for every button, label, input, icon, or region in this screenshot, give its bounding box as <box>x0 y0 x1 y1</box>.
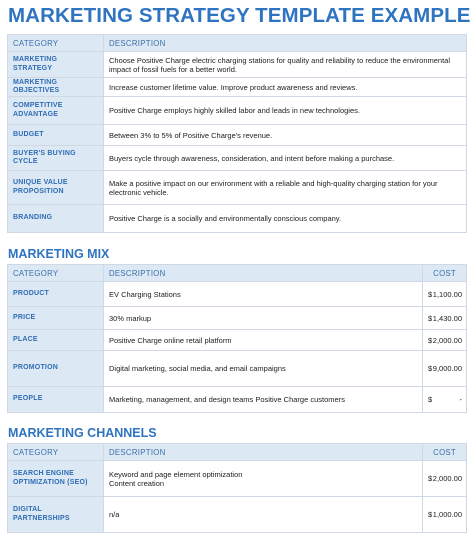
category-cell: BRANDING <box>8 205 104 233</box>
category-cell: BUDGET <box>8 125 104 146</box>
cost-amount: 9,000.00 <box>432 364 462 373</box>
marketing-channels-table <box>7 443 467 533</box>
description-header: DESCRIPTION <box>104 35 467 52</box>
currency-symbol: $ <box>428 395 433 404</box>
category-cell: UNIQUE VALUE PROPOSITION <box>8 171 104 205</box>
category-header: CATEGORY <box>8 444 104 461</box>
description-cell: Buyers cycle through awareness, consideration, and intent before making a purchase. <box>104 146 467 171</box>
category-cell: PROMOTION <box>8 351 104 387</box>
cost-cell <box>423 351 467 387</box>
description-cell: Marketing, management, and design teams Positive Charge customers <box>104 387 423 413</box>
table-row <box>8 205 467 233</box>
page-title: MARKETING STRATEGY TEMPLATE EXAMPLE <box>8 4 471 27</box>
cost-amount: 1,100.00 <box>432 289 462 299</box>
category-header: CATEGORY <box>8 265 104 282</box>
description-cell: Choose Positive Charge electric charging stations for quality and reliability to reduce the environmental impact of fossil fuels for a better world. <box>104 52 467 78</box>
currency-symbol: $ <box>428 364 433 373</box>
cost-amount: - <box>459 395 462 404</box>
cost-cell <box>423 282 467 307</box>
marketing-channels-title: MARKETING CHANNELS <box>8 426 157 440</box>
cost-cell <box>423 330 467 351</box>
category-cell: COMPETITIVE ADVANTAGE <box>8 97 104 125</box>
category-cell: PEOPLE <box>8 387 104 413</box>
category-cell: PLACE <box>8 330 104 351</box>
cost-cell <box>423 387 467 413</box>
description-cell: Between 3% to 5% of Positive Charge's revenue. <box>104 125 467 146</box>
currency-symbol: $ <box>428 335 433 345</box>
table-row <box>8 461 467 497</box>
strategy-table <box>7 34 467 233</box>
marketing-mix-table <box>7 264 467 413</box>
cost-amount: 1,000.00 <box>432 510 462 519</box>
description-cell: Increase customer lifetime value. Improve product awareness and reviews. <box>104 78 467 97</box>
table-row <box>8 351 467 387</box>
category-cell: PRODUCT <box>8 282 104 307</box>
cost-amount: 2,000.00 <box>432 474 462 483</box>
cost-amount: 2,000.00 <box>432 335 462 345</box>
description-cell: Make a positive impact on our environment with a reliable and high-quality charging station for your electronic vehicle. <box>104 171 467 205</box>
description-cell: Positive Charge employs highly skilled labor and leads in new technologies. <box>104 97 467 125</box>
currency-symbol: $ <box>428 510 433 519</box>
currency-symbol: $ <box>428 474 433 483</box>
description-cell: Positive Charge online retail platform <box>104 330 423 351</box>
cost-cell <box>423 497 467 533</box>
description-cell <box>104 461 423 497</box>
category-header: CATEGORY <box>8 35 104 52</box>
table-row <box>8 146 467 171</box>
description-cell: Digital marketing, social media, and email campaigns <box>104 351 423 387</box>
category-cell: PRICE <box>8 307 104 330</box>
category-cell: MARKETING OBJECTIVES <box>8 78 104 97</box>
cost-header: COST <box>423 265 467 282</box>
table-row <box>8 125 467 146</box>
cost-amount: 1,430.00 <box>432 313 462 323</box>
table-row <box>8 282 467 307</box>
category-cell: MARKETING STRATEGY <box>8 52 104 78</box>
table-row <box>8 171 467 205</box>
cost-header: COST <box>423 444 467 461</box>
description-cell: n/a <box>104 497 423 533</box>
category-cell: BUYER'S BUYING CYCLE <box>8 146 104 171</box>
table-row <box>8 97 467 125</box>
table-row <box>8 307 467 330</box>
description-cell: 30% markup <box>104 307 423 330</box>
table-row <box>8 52 467 78</box>
cost-cell <box>423 461 467 497</box>
currency-symbol: $ <box>428 313 433 323</box>
category-cell: DIGITAL PARTNERSHIPS <box>8 497 104 533</box>
description-header: DESCRIPTION <box>104 444 423 461</box>
table-row <box>8 78 467 97</box>
category-cell: SEARCH ENGINE OPTIMIZATION (SEO) <box>8 461 104 497</box>
description-line: Keyword and page element optimization <box>109 469 243 479</box>
cost-cell <box>423 307 467 330</box>
description-line: Content creation <box>109 478 165 488</box>
marketing-mix-title: MARKETING MIX <box>8 247 110 261</box>
description-cell: Positive Charge is a socially and environmentally conscious company. <box>104 205 467 233</box>
description-cell: EV Charging Stations <box>104 282 423 307</box>
table-row <box>8 387 467 413</box>
description-header: DESCRIPTION <box>104 265 423 282</box>
currency-symbol: $ <box>428 289 433 299</box>
table-row <box>8 330 467 351</box>
table-row <box>8 497 467 533</box>
